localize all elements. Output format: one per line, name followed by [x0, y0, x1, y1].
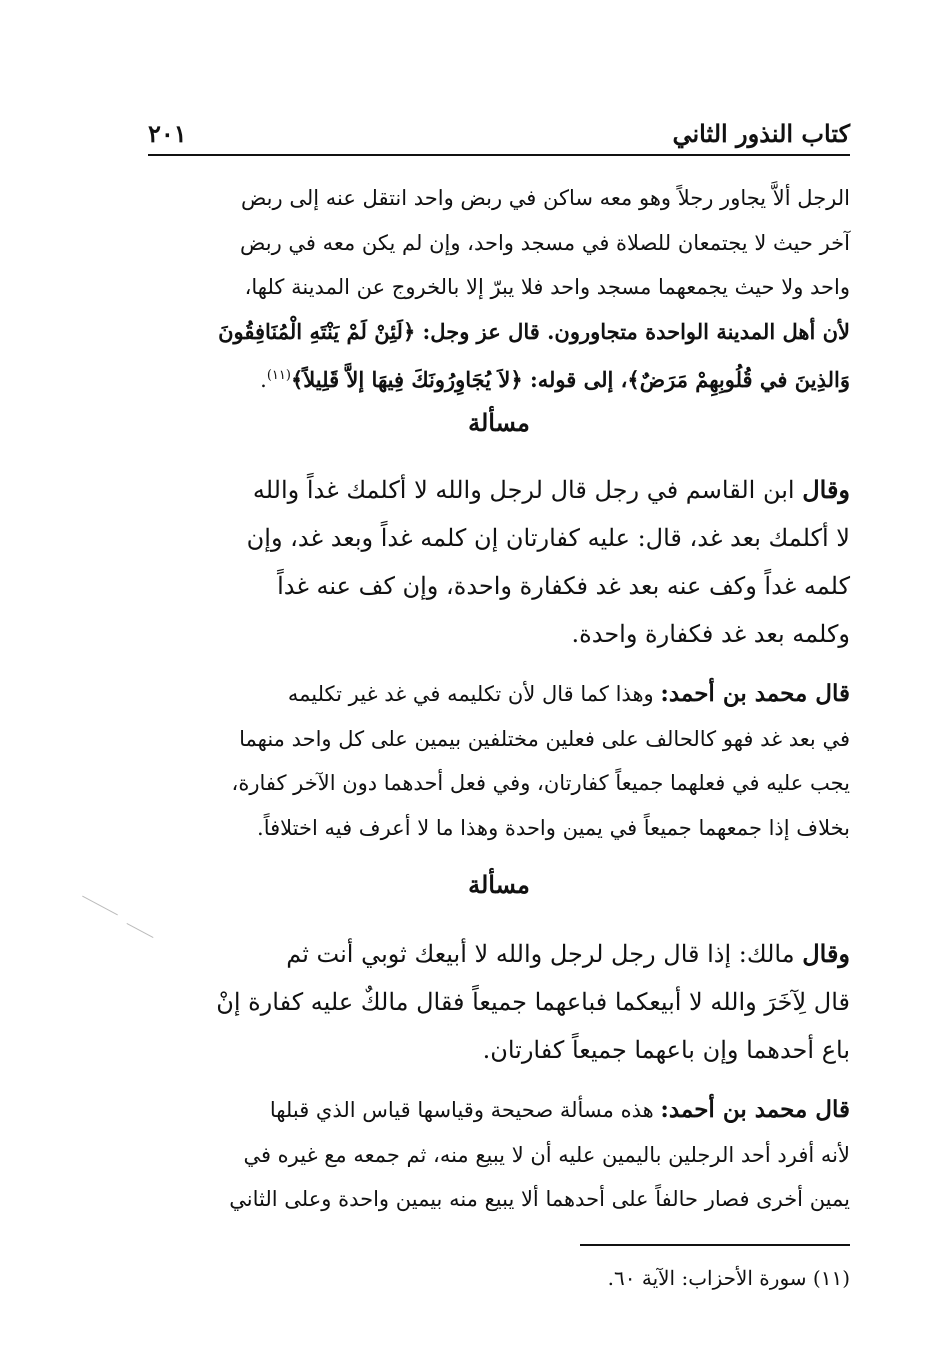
text-line: وقال ابن القاسم في رجل قال لرجل والله لا أكلمك غداً والله [252, 475, 850, 504]
paragraph-continuation [148, 176, 850, 403]
text-line: بخلاف إذا جمعهما جميعاً في يمين واحدة وهذا ما لا أعرف فيه اختلافاً. [257, 815, 850, 840]
paragraph-commentary-1 [148, 672, 850, 850]
paragraph-ibn-qasim [148, 466, 850, 658]
scan-mark [82, 896, 118, 916]
running-header [148, 108, 850, 156]
text-line: لا أكلمك بعد غد، قال: عليه كفارتان إن كلمه غداً وبعد غد، وإن [246, 524, 850, 552]
footnote: (١١) سورة الأحزاب: الآية ٦٠. [607, 1266, 850, 1290]
text-line: يجب عليه في فعلهما جميعاً كفارتان، وفي فعل أحدهما دون الآخر كفارة، [231, 771, 850, 795]
text-line: كلمه غداً وكف عنه بعد غد فكفارة واحدة، وإن كف عنه غداً [277, 572, 850, 600]
footnote-separator [580, 1244, 850, 1246]
lead-word: وقال [802, 475, 850, 504]
text-line: في بعد غد فهو كالحالف على فعلين مختلفين بيمين على كل واحد منهما [239, 726, 850, 751]
text-line: واحد ولا حيث يجمعهما مسجد واحد فلا يبرّ إلا بالخروج عن المدينة كلها، [244, 275, 850, 299]
text-line: يمين أخرى فصار حالفاً على أحدهما ألا يبيع منه بيمين واحدة وعلى الثاني [229, 1187, 850, 1211]
text-line: قال محمد بن أحمد: هذه مسألة صحيحة وقياسها قياس الذي قبلها [269, 1096, 850, 1123]
commentator-name: قال محمد بن أحمد: [660, 680, 850, 707]
footnote-reference: (١١) [266, 368, 291, 383]
lead-word: وقال [802, 939, 850, 968]
section-heading: مسألة [468, 408, 530, 437]
commentator-name: قال محمد بن أحمد: [660, 1096, 850, 1123]
text-line: باع أحدهما وإن باعهما جميعاً كفارتان. [482, 1036, 850, 1064]
text-line: وَالذِينَ في قُلُوبِهِمْ مَرَضٌ﴾، إلى قوله: ﴿لاَ يُجَاوِرُونَكَ فِيهَا إلاَّ قَلِيلاً﴾$^{(١١)}$. [260, 367, 850, 392]
book-title: كتاب النذور الثاني [672, 119, 850, 148]
text-line: وقال مالك: إذا قال رجل لرجل والله لا أبيعك ثوبي أنت ثم [286, 939, 850, 968]
text-line: آخر حيث لا يجتمعان للصلاة في مسجد واحد، وإن لم يكن معه في ربض [240, 230, 850, 255]
text-line: وكلمه بعد غد فكفارة واحدة. [571, 620, 850, 648]
paragraph-commentary-2 [148, 1088, 850, 1222]
paragraph-malik [148, 930, 850, 1074]
text-line: لأن أهل المدينة الواحدة متجاورون. قال عز وجل: ﴿لَئِنْ لَمْ يَنْتَهِ الْمُنَافِقُونَ [218, 318, 850, 344]
quran-verse: وَالذِينَ في قُلُوبِهِمْ مَرَضٌ﴾، إلى قوله: ﴿لاَ يُجَاوِرُونَكَ فِيهَا إلاَّ قَلِيلاً﴾ [290, 367, 850, 392]
text-line: لأنه أفرد أحد الرجلين باليمين عليه أن لا يبيع منه، ثم جمعه مع غيره في [243, 1142, 850, 1167]
section-heading: مسألة [468, 870, 530, 899]
text-line: قال لِآخَرَ والله لا أبيعكما فباعهما جميعاً فقال مالكٌ عليه كفارة إنْ [216, 988, 850, 1016]
text-line: قال محمد بن أحمد: وهذا كما قال لأن تكليمه في غد غير تكليمه [287, 680, 850, 707]
text-line: الرجل ألاَّ يجاور رجلاً وهو معه ساكن في ربض واحد انتقل عنه إلى ربض [240, 186, 850, 210]
page-number: ٢٠١ [148, 119, 187, 148]
